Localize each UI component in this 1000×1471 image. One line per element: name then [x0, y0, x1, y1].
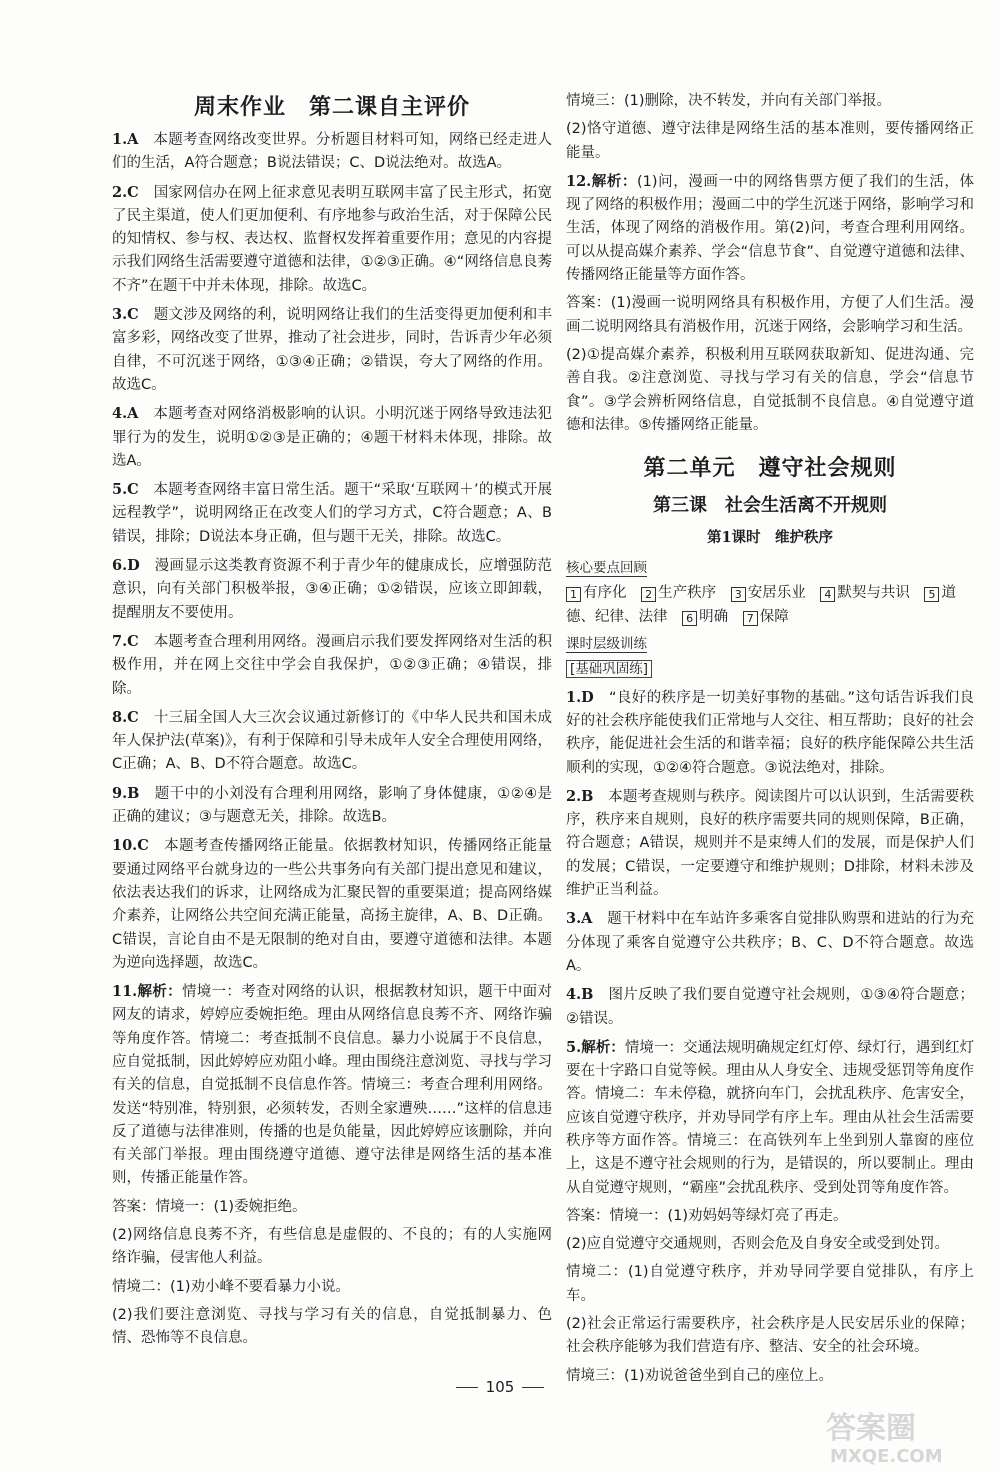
item-text: 本题考查传播网络正能量。依据教材知识，传播网络正能量要通过网络平台就身边的一些公共事务向有关部门提出意见和建议，依法表达我们的诉求，让网络成为汇聚民智的重要渠道；提高网络媒介素养，让网络公共空间充满正能量，高扬主旋律，A、B、D正确。C错误，言论自由不是无限制的绝对自由，要遵守道德和法律。本题为逆向选择题，故选C。: [112, 838, 552, 971]
item-number: 9.B: [112, 784, 140, 802]
item-number: 3.A: [566, 910, 593, 928]
core-point: [641, 585, 716, 601]
item-number: 8.C: [112, 708, 139, 726]
item-text: 本题考查合理利用网络。漫画启示我们要发挥网络对生活的积极作用，并在网上交往中学会自我保护，①②③正确；④错误，排除。: [112, 633, 552, 697]
answer-line: (2)网络信息良莠不齐，有些信息是虚假的、不良的；有的人实施网络诈骗，侵害他人利益。: [112, 1227, 552, 1267]
answer-line: 情境二：(1)劝小峰不要看暴力小说。: [112, 1278, 351, 1295]
answer-line: 答案：情境一：(1)委婉拒绝。: [112, 1198, 307, 1215]
answer-line: (2)应自觉遵守交通规则，否则会危及自身安全或受到处罚。: [566, 1236, 950, 1253]
left-column: [112, 90, 552, 1356]
item-text: 漫画显示这类教育资源不利于青少年的健康成长，应增强防范意识，向有关部门积极举报，③④正确；①②错误，应该立即卸载，提醒朋友不要使用。: [112, 558, 552, 621]
item-text: 国家网信办在网上征求意见表明互联网丰富了民主形式，拓宽了民主渠道，使人们更加便利、有序地参与政治生活，对于保障公民的知情权、参与权、表达权、监督权发挥着重要作用；意见的内容提示我们网络生活需要遵守道德和法律，①②③正确。④“网络信息良莠不齐”在题干中并未体现，排除。故选C。: [112, 184, 552, 294]
answer-item: [566, 907, 974, 978]
item-number: 1.D: [566, 688, 594, 706]
answer-item: [112, 402, 552, 473]
item-text: 本题考查网络丰富日常生活。题干“采取‘互联网＋’的模式开展远程教学”，说明网络正在改变人们的学习方式，C符合题意；A、B错误，排除；D说法本身正确，但与题干无关，排除。故选C。: [112, 482, 552, 545]
basic-heading: [基础巩固练]: [566, 658, 974, 681]
answer-item: [566, 785, 974, 902]
answer-item: [112, 706, 552, 777]
item-text: 图片反映了我们要自觉遵守社会规则，①③④符合题意；②错误。: [566, 987, 974, 1027]
item-text: 题文涉及网络的利，说明网络让我们的生活变得更加便利和丰富多彩，网络改变了世界，推动了社会进步，同时，告诉青少年必须自律，不可沉迷于网络，①③④正确；②错误，夸大了网络的作用。故选C。: [112, 307, 552, 393]
core-point-text: 有序化: [583, 585, 627, 602]
item-12: [566, 170, 974, 287]
watermark-url: MXQE.COM: [830, 1446, 943, 1467]
answer-line: 答案：情境一：(1)劝妈妈等绿灯亮了再走。: [566, 1207, 848, 1224]
core-point-text: 安居乐业: [747, 585, 806, 602]
answer-line: (2)我们要注意浏览、寻找与学习有关的信息，自觉抵制暴力、色情、恐怖等不良信息。: [112, 1306, 552, 1347]
training-heading: 课时层级训练: [566, 636, 647, 653]
item-text: 本题考查网络改变世界。分析题目材料可知，网络已经走进人们的生活，A符合题意；B说法错误；C、D说法绝对。故选A。: [112, 132, 552, 172]
item-text: “良好的秩序是一切美好事物的基础。”这句话告诉我们良好的社会秩序能使我们正常地与人交往、相互帮助；良好的社会秩序，能促进社会生活的和谐幸福；良好的秩序能保障公共生活顺利的实现，①②④符合题意。③说法绝对，排除。: [566, 689, 974, 776]
period-title: 第1课时 维护秩序: [706, 529, 834, 547]
item-text: 本题考查规则与秩序。阅读图片可以认识到，生活需要秩序，秩序来自规则，良好的秩序需要共同的规则保障，B正确，符合题意；A错误，规则并不是束缚人们的发展，而是保护人们的发展；C错误，一定要遵守和维护规则；D排除，材料未涉及维护正当利益。: [566, 788, 974, 899]
item-text: 题干中的小刘没有合理利用网络，影响了身体健康，①②④是正确的建议；③与题意无关，排除。故选B。: [112, 785, 552, 826]
core-point-text: 明确: [699, 608, 729, 625]
page-number: 105: [485, 1378, 515, 1396]
item-text: 本题考查对网络消极影响的认识。小明沉迷于网络导致违法犯罪行为的发生，说明①②③是正确的；④题干材料未体现，排除。故选A。: [112, 406, 552, 469]
core-point: [820, 585, 910, 601]
item-text: (1)问，漫画一中的网络售票方便了我们的生活，体现了网络的积极作用；漫画二中的学生沉迷于网络，影响学习和生活，体现了网络的消极作用。第(2)问，考查合理利用网络。可以从提高媒介素养、学会“信息节食”、自觉遵守道德和法律、传播网络正能量等方面作答。: [566, 173, 974, 284]
left-answers: [112, 1196, 552, 1351]
item-number: 6.D: [112, 557, 140, 575]
right-column: [566, 90, 974, 1393]
core-point: [743, 609, 789, 625]
answer-item: [112, 128, 552, 176]
answer-item: [112, 478, 552, 549]
watermark-logo: [814, 1404, 994, 1468]
footer-dash-right: [522, 1387, 544, 1388]
core-point-number: 6: [682, 611, 697, 626]
page-footer: [0, 1378, 1000, 1396]
answer-line: (2)①提高媒介素养，积极利用互联网获取新知、促进沟通、完善自我。②注意浏览、寻找与学习有关的信息，学会“信息节食”。③学会辨析网络信息，自觉抵制不良信息。④自觉遵守道德和法律。⑤传播网络正能量。: [566, 346, 974, 433]
answer-item: [566, 1036, 974, 1200]
answer-line: 答案：(1)漫画一说明网络具有积极作用，方便了人们生活。漫画二说明网络具有消极作用，沉迷于网络，会影响学习和生活。: [566, 295, 974, 335]
core-point-number: 5: [924, 587, 939, 602]
answer-line: (2)社会正常运行需要秩序，社会秩序是人民安居乐业的保障；社会秩序能够为我们营造有序、整洁、安全的社会环境。: [566, 1316, 974, 1356]
item-number: 11.解析：: [112, 983, 182, 1001]
core-points: [566, 582, 974, 629]
item-number: 10.C: [112, 837, 149, 855]
answer-item: [112, 181, 552, 298]
item-number: 1.A: [112, 131, 139, 148]
core-point-text: 保障: [759, 608, 789, 625]
core-point-number: 4: [820, 587, 835, 602]
core-heading: 核心要点回顾: [566, 560, 647, 577]
answer-line: 情境二：(1)自觉遵守秩序，并劝导同学要自觉排队，有序上车。: [566, 1264, 974, 1304]
item-number: 2.B: [566, 787, 594, 805]
left-items: [112, 128, 552, 1191]
answer-item: [566, 983, 974, 1031]
item-text: 情境一：考查对网络的认识，根据教材知识，题干中面对网友的请求，婷婷应委婉拒绝。理由从网络信息良莠不齐、网络诈骗等角度作答。情境二：考查抵制不良信息。暴力小说属于不良信息，应自觉抵制，因此婷婷应劝阻小峰。理由围绕注意浏览、寻找与学习有关的信息，自觉抵制不良信息作答。情境三：考查合理利用网络。发送“特别准，特别狠，必须转发，否则全家遭殃……”这样的信息违反了道德与法律准则，传播的也是负能量，因此婷婷应该删除，并向有关部门举报。理由围绕遵守道德、遵守法律是网络生活的基本准则，传播正能量作答。: [112, 984, 552, 1187]
core-point-text: 道德、纪律、法律: [566, 585, 956, 625]
unit-title: 第二单元 遵守社会规则: [643, 455, 897, 482]
item-number: 4.A: [112, 405, 139, 423]
item-number: 5.解析：: [566, 1038, 625, 1056]
answers-12: [566, 292, 974, 437]
answer-item: [112, 554, 552, 625]
core-point-number: 7: [743, 611, 758, 626]
footer-dash-left: [456, 1387, 478, 1388]
answer-line: 情境三：(1)劝说爸爸坐到自己的座位上。: [566, 1367, 834, 1384]
core-point-number: 2: [641, 587, 656, 602]
item-number: 5.C: [112, 481, 139, 499]
item-number: 7.C: [112, 632, 139, 650]
core-point-number: 1: [566, 587, 581, 602]
item-number: 4.B: [566, 986, 594, 1004]
right-top-lines: [566, 90, 974, 165]
core-point: [682, 609, 728, 625]
core-point-text: 默契与共识: [837, 585, 910, 602]
weekly-title: 周末作业 第二课自主评价: [193, 94, 470, 120]
answer-item: [112, 630, 552, 701]
item-number: 2.C: [112, 183, 139, 201]
answer-line: (2)恪守道德、遵守法律是网络生活的基本准则，要传播网络正能量。: [566, 121, 974, 161]
answer-item: [112, 980, 552, 1191]
item-text: 十三届全国人大三次会议通过新修订的《中华人民共和国未成年人保护法(草案)》，有利于保障和引导未成年人安全合理使用网络，C正确；A、B、D不符合题意。故选C。: [112, 709, 552, 773]
answers-5: [566, 1205, 974, 1388]
watermark-text: 答案圈: [826, 1411, 916, 1446]
answer-item: [112, 782, 552, 830]
core-point-number: 3: [731, 587, 746, 602]
item-text: 情境一：交通法规明确规定红灯停、绿灯行，遇到红灯要在十字路口自觉等候。理由从人身安全、违规受惩罚等角度作答。情境二：车未停稳，就挤向车门，会扰乱秩序、危害安全，应该自觉遵守秩序，并劝导同学有序上车。理由从社会生活需要秩序等方面作答。情境三：在高铁列车上坐到别人靠窗的座位上，这是不遵守社会规则的行为，是错误的，所以要制止。理由从自觉遵守规则，“霸座”会扰乱秩序、受到处罚等角度作答。: [566, 1039, 974, 1196]
core-point: [731, 585, 806, 601]
answer-item: [112, 834, 552, 975]
item-text: 题干材料中在车站许多乘客自觉排队购票和进站的行为充分体现了乘客自觉遵守公共秩序；B、C、D不符合题意。故选A。: [566, 911, 974, 974]
lesson-title: 第三课 社会生活离不开规则: [653, 495, 887, 517]
right-items: [566, 686, 974, 1200]
core-point-text: 生产秩序: [658, 585, 717, 602]
item-number: 12.解析：: [566, 172, 638, 190]
item-number: 3.C: [112, 306, 139, 324]
answer-item: [112, 303, 552, 397]
answer-line: 情境三：(1)删除，决不转发，并向有关部门举报。: [566, 93, 892, 109]
core-point: [566, 585, 627, 601]
answer-item: [566, 686, 974, 780]
